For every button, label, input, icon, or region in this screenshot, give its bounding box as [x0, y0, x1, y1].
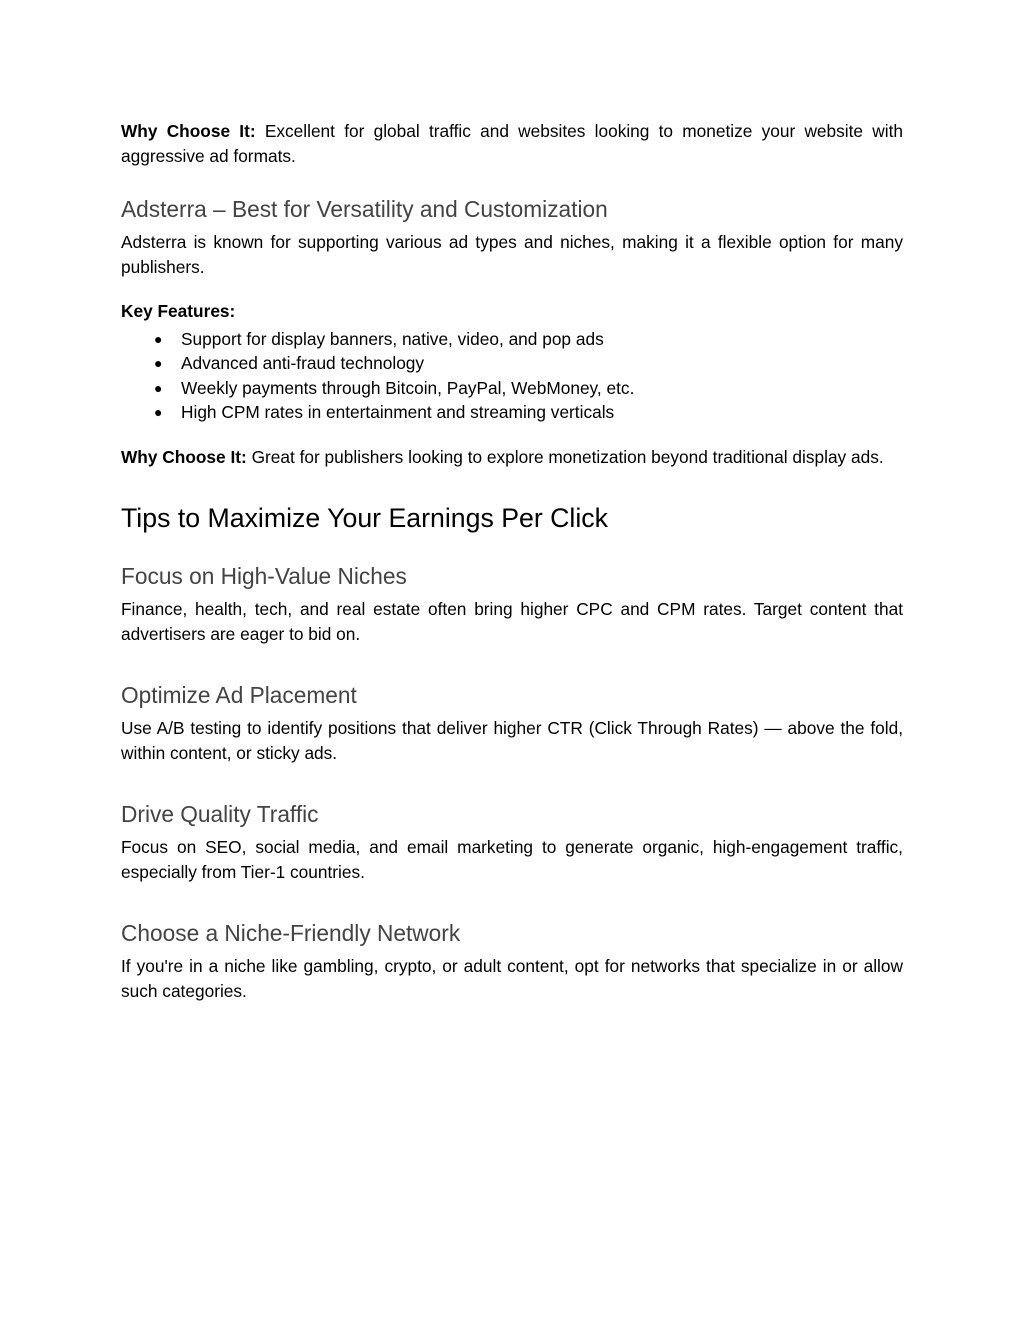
key-features-label: Key Features: — [121, 301, 236, 321]
key-features-list — [121, 327, 903, 425]
tip-text-network: If you're in a niche like gambling, crypto, or adult content, opt for networks that specialize in or allow such categories. — [121, 956, 903, 1001]
tip-text-niches: Finance, health, tech, and real estate often bring higher CPC and CPM rates. Target content that advertisers are eager to bid on. — [121, 599, 903, 644]
list-item — [121, 351, 903, 376]
tip-text-traffic: Focus on SEO, social media, and email marketing to generate organic, high-engagement traffic, especially from Tier-1 countries. — [121, 837, 903, 882]
adsterra-description: Adsterra is known for supporting various ad types and niches, making it a flexible option for many publishers. — [121, 232, 903, 277]
list-item — [121, 376, 903, 401]
tip-heading-traffic: Drive Quality Traffic — [121, 801, 319, 827]
bullet-icon: ● — [154, 355, 163, 371]
tip-text-placement: Use A/B testing to identify positions that deliver higher CTR (Click Through Rates) — above the fold, within content, or sticky ads. — [121, 718, 903, 763]
feature-text: High CPM rates in entertainment and streaming verticals — [181, 402, 615, 422]
feature-text: Advanced anti-fraud technology — [181, 353, 425, 373]
adsterra-why-text: Great for publishers looking to explore monetization beyond traditional display ads. — [246, 446, 884, 467]
adsterra-why-paragraph — [121, 445, 903, 470]
bullet-icon: ● — [154, 330, 163, 347]
intro-why-lead: Why Choose It: — [121, 121, 256, 141]
adsterra-heading: Adsterra – Best for Versatility and Customization — [121, 196, 608, 222]
feature-text: Weekly payments through Bitcoin, PayPal, WebMoney, etc. — [181, 377, 635, 398]
intro-why-text: Excellent for global traffic and websites looking to monetize your website with aggressive ad formats. — [121, 121, 903, 166]
tip-heading-network: Choose a Niche-Friendly Network — [121, 920, 461, 946]
intro-why-paragraph — [121, 119, 903, 168]
bullet-icon: ● — [154, 404, 163, 420]
tips-heading: Tips to Maximize Your Earnings Per Click — [121, 503, 608, 533]
document-content — [121, 119, 903, 1003]
list-item — [121, 400, 903, 425]
feature-text: Support for display banners, native, video, and pop ads — [181, 328, 604, 349]
tip-heading-placement: Optimize Ad Placement — [121, 682, 357, 708]
bullet-icon: ● — [154, 379, 163, 396]
tip-heading-niches: Focus on High-Value Niches — [121, 563, 407, 589]
list-item — [121, 327, 903, 352]
adsterra-why-lead: Why Choose It: — [121, 446, 247, 467]
